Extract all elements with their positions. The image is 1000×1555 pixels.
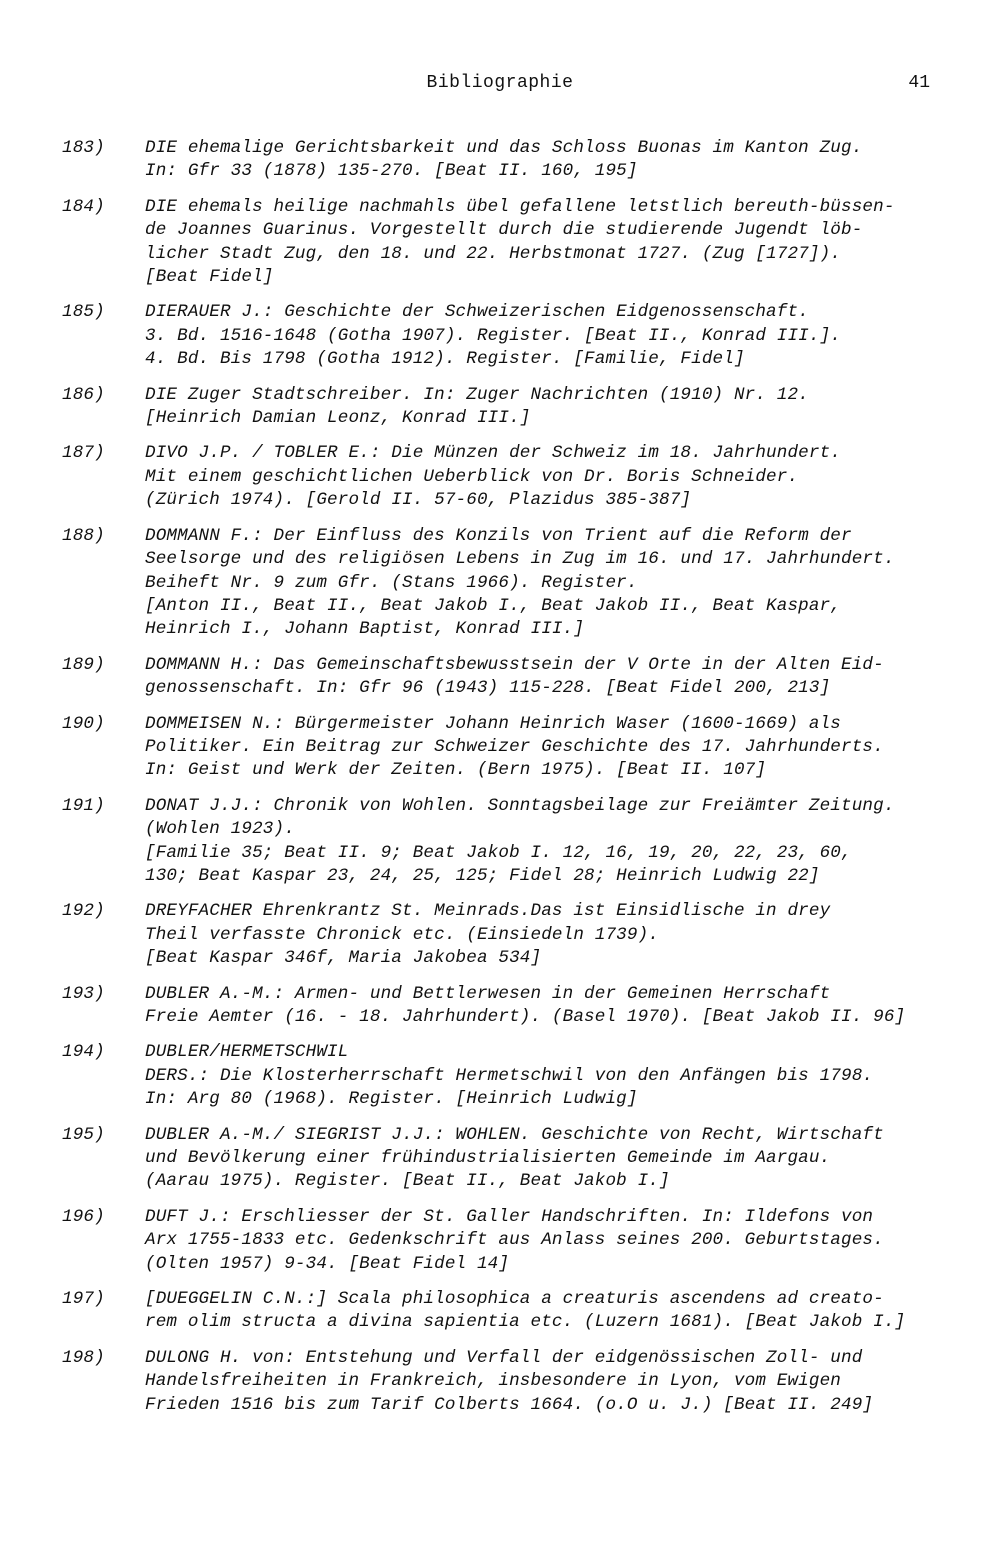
citation-line: [Heinrich Damian Leonz, Konrad III.]	[145, 408, 531, 429]
citation-line: [Anton II., Beat II., Beat Jakob I., Beat Jakob II., Beat Kaspar,	[145, 595, 842, 616]
citation-line: Mit einem geschichtlichen Ueberblick von Dr. Boris Schneider.	[145, 466, 799, 487]
citation-line: Beiheft Nr. 9 zum Gfr. (Stans 1966). Register.	[145, 572, 638, 593]
entry-citation	[145, 1206, 975, 1276]
entry-citation	[145, 442, 975, 512]
citation-line: genossenschaft. In: Gfr 96 (1943) 115-228. [Beat Fidel 200, 213]	[145, 678, 831, 699]
citation-line: Arx 1755-1833 etc. Gedenkschrift aus Anlass seines 200. Geburtstages.	[145, 1230, 884, 1251]
entry-number: 183)	[62, 138, 105, 158]
citation-line: (Olten 1957) 9-34. [Beat Fidel 14]	[145, 1253, 510, 1274]
entry-number: 194)	[62, 1042, 105, 1063]
bibliography-entry	[0, 654, 1000, 701]
citation-line: DONAT J.J.: Chronik von Wohlen. Sonntagsbeilage zur Freiämter Zeitung.	[145, 795, 895, 816]
entry-number: 193)	[62, 983, 105, 1004]
entry-citation	[145, 384, 975, 431]
entry-citation	[145, 983, 975, 1030]
entry-citation	[145, 1041, 975, 1111]
bibliography-entry	[0, 1347, 1000, 1417]
citation-line: [Beat Kaspar 346f, Maria Jakobea 534]	[145, 948, 542, 969]
citation-line: (Wohlen 1923).	[145, 819, 295, 840]
bibliography-entry	[0, 1124, 1000, 1194]
citation-line: de Joannes Guarinus. Vorgestellt durch die studierende Jugendt löb-	[145, 220, 863, 241]
citation-line: In: Arg 80 (1968). Register. [Heinrich Ludwig]	[145, 1089, 638, 1110]
bibliography-entry	[0, 442, 1000, 512]
bibliography-entry	[0, 1041, 1000, 1111]
entry-citation	[145, 525, 975, 642]
bibliography-entry	[0, 384, 1000, 431]
citation-line: (Zürich 1974). [Gerold II. 57-60, Plazidus 385-387]	[145, 490, 692, 511]
citation-line: DIVO J.P. / TOBLER E.: Die Münzen der Schweiz im 18. Jahrhundert.	[145, 443, 842, 464]
citation-line: Frieden 1516 bis zum Tarif Colberts 1664. (o.O u. J.) [Beat II. 249]	[145, 1394, 874, 1415]
citation-line: DOMMEISEN N.: Bürgermeister Johann Heinrich Waser (1600-1669) als	[145, 713, 842, 734]
citation-line: DIE ehemalige Gerichtsbarkeit und das Schloss Buonas im Kanton Zug.	[145, 138, 863, 158]
entry-number: 196)	[62, 1206, 105, 1227]
bibliography-list	[0, 137, 1000, 1429]
page-number: 41	[908, 73, 930, 93]
citation-line: DOMMANN H.: Das Gemeinschaftsbewusstsein der V Orte in der Alten Eid-	[145, 654, 884, 675]
citation-line: 3. Bd. 1516-1648 (Gotha 1907). Register. [Beat II., Konrad III.].	[145, 325, 842, 346]
bibliography-entry	[0, 301, 1000, 371]
citation-line: und Bevölkerung einer frühindustrialisierten Gemeinde im Aargau.	[145, 1148, 831, 1169]
citation-line: Heinrich I., Johann Baptist, Konrad III.]	[145, 619, 585, 640]
entry-number: 189)	[62, 654, 105, 675]
entry-citation	[145, 1347, 975, 1417]
citation-line: Theil verfasste Chronick etc. (Einsiedeln 1739).	[145, 924, 659, 945]
entry-number: 187)	[62, 443, 105, 464]
citation-line: DUBLER/HERMETSCHWIL	[145, 1042, 349, 1063]
entry-citation	[145, 900, 975, 970]
entry-number: 188)	[62, 525, 105, 546]
citation-line: (Aarau 1975). Register. [Beat II., Beat Jakob I.]	[145, 1171, 670, 1192]
bibliography-entry	[0, 713, 1000, 783]
citation-line: [Familie 35; Beat II. 9; Beat Jakob I. 12, 16, 19, 20, 22, 23, 60,	[145, 842, 852, 863]
entry-citation	[145, 1288, 975, 1335]
bibliography-entry	[0, 1288, 1000, 1335]
citation-line: Handelsfreiheiten in Frankreich, insbesondere in Lyon, vom Ewigen	[145, 1371, 842, 1392]
citation-line: 130; Beat Kaspar 23, 24, 25, 125; Fidel 28; Heinrich Ludwig 22]	[145, 865, 820, 886]
citation-line: [Beat Fidel]	[145, 267, 274, 288]
citation-line: DOMMANN F.: Der Einfluss des Konzils von Trient auf die Reform der	[145, 525, 852, 546]
citation-line: DERS.: Die Klosterherrschaft Hermetschwil von den Anfängen bis 1798.	[145, 1065, 874, 1086]
bibliography-entry	[0, 795, 1000, 889]
bibliography-entry	[0, 983, 1000, 1030]
entry-citation	[145, 795, 975, 889]
bibliography-entry	[0, 900, 1000, 970]
bibliography-entry	[0, 1206, 1000, 1276]
citation-line: DIERAUER J.: Geschichte der Schweizerischen Eidgenossenschaft.	[145, 302, 809, 323]
citation-line: Politiker. Ein Beitrag zur Schweizer Geschichte des 17. Jahrhunderts.	[145, 736, 884, 757]
citation-line: 4. Bd. Bis 1798 (Gotha 1912). Register. [Familie, Fidel]	[145, 349, 745, 370]
citation-line: DULONG H. von: Entstehung und Verfall der eidgenössischen Zoll- und	[145, 1347, 863, 1368]
entry-number: 197)	[62, 1289, 105, 1310]
entry-number: 186)	[62, 384, 105, 405]
entry-number: 198)	[62, 1347, 105, 1368]
entry-citation	[145, 1124, 975, 1194]
citation-line: DIE ehemals heilige nachmahls übel gefallene letstlich bereuth-büssen-	[145, 196, 895, 217]
entry-citation	[145, 137, 975, 184]
entry-number: 185)	[62, 302, 105, 323]
entry-number: 184)	[62, 196, 105, 217]
entry-number: 190)	[62, 713, 105, 734]
entry-number: 192)	[62, 901, 105, 922]
bibliography-entry	[0, 196, 1000, 290]
entry-citation	[145, 301, 975, 371]
citation-line: DUBLER A.-M./ SIEGRIST J.J.: WOHLEN. Geschichte von Recht, Wirtschaft	[145, 1124, 884, 1145]
citation-line: In: Geist und Werk der Zeiten. (Bern 1975). [Beat II. 107]	[145, 760, 767, 781]
bibliography-entry	[0, 137, 1000, 184]
citation-line: In: Gfr 33 (1878) 135-270. [Beat II. 160, 195]	[145, 161, 638, 182]
citation-line: DREYFACHER Ehrenkrantz St. Meinrads.Das ist Einsidlische in drey	[145, 901, 831, 922]
entry-citation	[145, 713, 975, 783]
citation-line: rem olim structa a divina sapientia etc. (Luzern 1681). [Beat Jakob I.]	[145, 1312, 906, 1333]
citation-line: DUBLER A.-M.: Armen- und Bettlerwesen in der Gemeinen Herrschaft	[145, 983, 831, 1004]
entry-citation	[145, 196, 975, 290]
citation-line: [DUEGGELIN C.N.:] Scala philosophica a creaturis ascendens ad creato-	[145, 1289, 884, 1310]
citation-line: licher Stadt Zug, den 18. und 22. Herbstmonat 1727. (Zug [1727]).	[145, 243, 842, 264]
citation-line: DUFT J.: Erschliesser der St. Galler Handschriften. In: Ildefons von	[145, 1206, 874, 1227]
entry-number: 191)	[62, 795, 105, 816]
entry-citation	[145, 654, 975, 701]
citation-line: Freie Aemter (16. - 18. Jahrhundert). (Basel 1970). [Beat Jakob II. 96]	[145, 1007, 906, 1027]
citation-line: DIE Zuger Stadtschreiber. In: Zuger Nachrichten (1910) Nr. 12.	[145, 384, 809, 405]
running-header-title: Bibliographie	[426, 73, 574, 93]
citation-line: Seelsorge und des religiösen Lebens in Zug im 16. und 17. Jahrhundert.	[145, 549, 895, 570]
bibliography-entry	[0, 525, 1000, 642]
entry-number: 195)	[62, 1124, 105, 1145]
